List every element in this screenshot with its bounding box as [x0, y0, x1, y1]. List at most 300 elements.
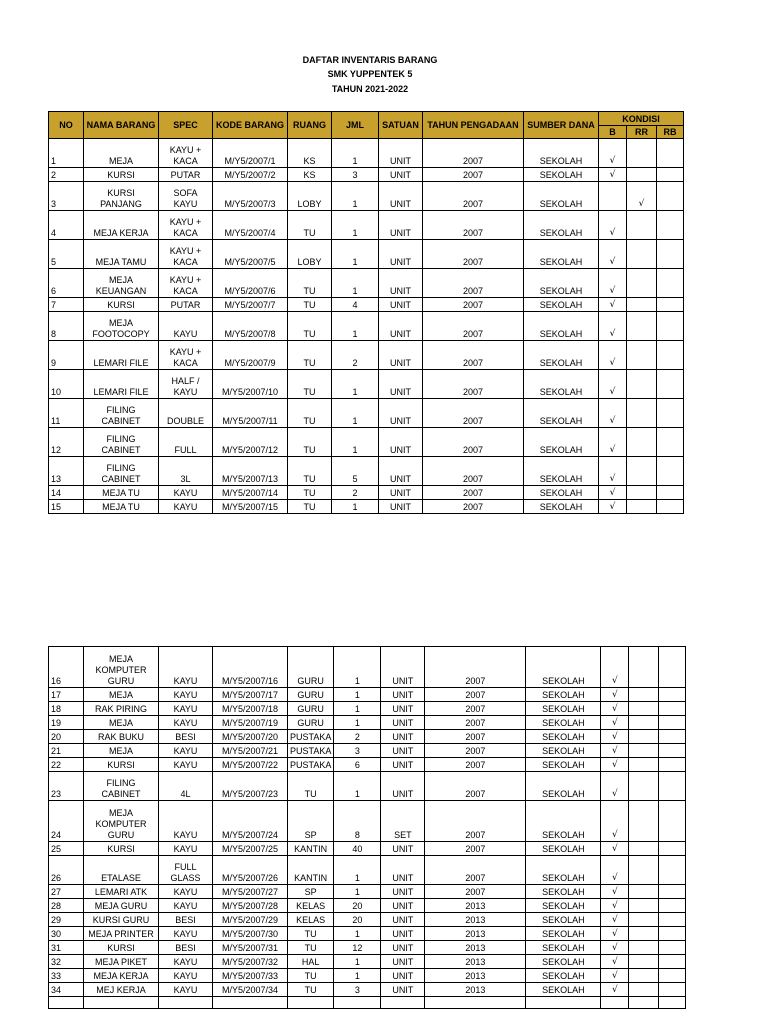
cell-sumber: SEKOLAH — [524, 298, 599, 312]
cell-satuan: UNIT — [381, 730, 425, 744]
cell-spec: BESI — [159, 941, 213, 955]
cell-b: √ — [601, 801, 629, 842]
cell-tahun: 2007 — [425, 758, 526, 772]
cell-jml: 1 — [332, 182, 379, 211]
cell-sumber: SEKOLAH — [524, 399, 599, 428]
cell-spec: PUTAR — [159, 168, 213, 182]
cell-ruang: TU — [288, 370, 332, 399]
cell-rb — [659, 730, 686, 744]
cell-tahun: 2007 — [423, 269, 524, 298]
cell-jml: 1 — [332, 312, 379, 341]
table-row — [49, 899, 686, 913]
cell-nama: MEJA PRINTER — [84, 927, 159, 941]
cell-b: √ — [601, 842, 629, 856]
cell-no: 34 — [49, 983, 84, 997]
cell-b: √ — [601, 688, 629, 702]
cell-rr — [629, 688, 659, 702]
cell-nama: LEMARI ATK — [84, 885, 159, 899]
cell-tahun: 2007 — [423, 370, 524, 399]
cell-sumber: SEKOLAH — [524, 139, 599, 168]
cell-no: 33 — [49, 969, 84, 983]
table-row — [49, 182, 684, 211]
cell-no: 8 — [49, 312, 84, 341]
cell-sumber: SEKOLAH — [526, 983, 601, 997]
cell-kode: M/Y5/2007/17 — [213, 688, 288, 702]
cell-spec: SOFA KAYU — [159, 182, 213, 211]
cell-b: √ — [601, 941, 629, 955]
cell-kode: M/Y5/2007/4 — [213, 211, 288, 240]
cell-satuan: UNIT — [381, 955, 425, 969]
table-row — [49, 428, 684, 457]
cell-satuan: UNIT — [381, 885, 425, 899]
cell-satuan: UNIT — [381, 941, 425, 955]
table-row — [49, 885, 686, 899]
cell-no: 10 — [49, 370, 84, 399]
header-tahun-pengadaan: TAHUN PENGADAAN — [423, 112, 524, 139]
table-row — [49, 772, 686, 801]
cell-rb — [657, 428, 684, 457]
cell-rb — [657, 500, 684, 514]
cell-rb — [659, 801, 686, 842]
cell-rr — [629, 955, 659, 969]
table-row — [49, 269, 684, 298]
cell-rr — [629, 969, 659, 983]
cell-ruang: TU — [288, 341, 332, 370]
cell-b: √ — [599, 139, 627, 168]
table-row — [49, 969, 686, 983]
cell-nama: MEJA GURU — [84, 899, 159, 913]
cell-spec: KAYU — [159, 983, 213, 997]
cell-jml: 3 — [334, 983, 381, 997]
cell-no: 6 — [49, 269, 84, 298]
cell-nama: RAK PIRING — [84, 702, 159, 716]
cell-tahun: 2007 — [425, 730, 526, 744]
cell-satuan: UNIT — [379, 312, 423, 341]
cell-jml: 2 — [332, 341, 379, 370]
cell-rr — [627, 269, 657, 298]
table-row — [49, 298, 684, 312]
cell-kode: M/Y5/2007/19 — [213, 716, 288, 730]
cell-jml: 1 — [334, 927, 381, 941]
cell-ruang: TU — [288, 457, 332, 486]
cell-ruang: TU — [288, 983, 334, 997]
cell-ruang: TU — [288, 941, 334, 955]
cell-rb — [659, 744, 686, 758]
table-row — [49, 955, 686, 969]
cell-tahun: 2007 — [425, 856, 526, 885]
cell-tahun: 2007 — [423, 457, 524, 486]
cell-b: √ — [599, 269, 627, 298]
cell-rr — [627, 240, 657, 269]
cell-tahun: 2013 — [425, 955, 526, 969]
cell-satuan: UNIT — [379, 168, 423, 182]
cell-empty — [334, 997, 381, 1009]
cell-no: 17 — [49, 688, 84, 702]
cell-sumber: SEKOLAH — [526, 688, 601, 702]
cell-kode: M/Y5/2007/12 — [213, 428, 288, 457]
cell-spec: KAYU — [159, 500, 213, 514]
cell-b: √ — [599, 486, 627, 500]
cell-kode: M/Y5/2007/3 — [213, 182, 288, 211]
cell-jml: 8 — [334, 801, 381, 842]
cell-satuan: UNIT — [381, 647, 425, 688]
cell-empty — [288, 997, 334, 1009]
cell-rb — [657, 211, 684, 240]
cell-jml: 1 — [334, 969, 381, 983]
cell-spec: KAYU — [159, 842, 213, 856]
cell-spec: BESI — [159, 730, 213, 744]
cell-rr — [629, 927, 659, 941]
header-nama-barang: NAMA BARANG — [84, 112, 159, 139]
table-row — [49, 744, 686, 758]
cell-spec: KAYU + KACA — [159, 240, 213, 269]
cell-rr — [627, 211, 657, 240]
cell-rb — [659, 702, 686, 716]
cell-no: 7 — [49, 298, 84, 312]
cell-kode: M/Y5/2007/18 — [213, 702, 288, 716]
table-row — [49, 647, 686, 688]
cell-tahun: 2007 — [425, 885, 526, 899]
cell-b: √ — [601, 758, 629, 772]
cell-b: √ — [601, 716, 629, 730]
cell-satuan: UNIT — [381, 702, 425, 716]
cell-rr — [629, 842, 659, 856]
cell-empty — [84, 997, 159, 1009]
cell-spec: KAYU — [159, 955, 213, 969]
cell-jml: 20 — [334, 913, 381, 927]
cell-ruang: KANTIN — [288, 842, 334, 856]
cell-rb — [657, 399, 684, 428]
cell-kode: M/Y5/2007/27 — [213, 885, 288, 899]
cell-no: 21 — [49, 744, 84, 758]
cell-no: 25 — [49, 842, 84, 856]
header-kondisi-rb: RB — [657, 126, 684, 139]
cell-nama: MEJ KERJA — [84, 983, 159, 997]
cell-spec: KAYU — [159, 744, 213, 758]
cell-rr — [627, 399, 657, 428]
cell-no: 24 — [49, 801, 84, 842]
cell-nama: FILING CABINET — [84, 457, 159, 486]
cell-kode: M/Y5/2007/20 — [213, 730, 288, 744]
cell-nama: KURSI GURU — [84, 913, 159, 927]
cell-ruang: TU — [288, 399, 332, 428]
cell-nama: MEJA KOMPUTER GURU — [84, 801, 159, 842]
cell-kode: M/Y5/2007/6 — [213, 269, 288, 298]
header-satuan: SATUAN — [379, 112, 423, 139]
cell-no: 26 — [49, 856, 84, 885]
cell-no: 3 — [49, 182, 84, 211]
cell-sumber: SEKOLAH — [524, 486, 599, 500]
cell-kode: M/Y5/2007/29 — [213, 913, 288, 927]
cell-no: 1 — [49, 139, 84, 168]
cell-tahun: 2007 — [425, 688, 526, 702]
cell-sumber: SEKOLAH — [524, 500, 599, 514]
cell-empty — [381, 997, 425, 1009]
cell-jml: 6 — [334, 758, 381, 772]
table-row — [49, 927, 686, 941]
cell-rr — [629, 983, 659, 997]
cell-kode: M/Y5/2007/8 — [213, 312, 288, 341]
cell-tahun: 2007 — [423, 240, 524, 269]
cell-tahun: 2007 — [425, 744, 526, 758]
cell-ruang: KELAS — [288, 913, 334, 927]
cell-spec: KAYU + KACA — [159, 341, 213, 370]
document-title-line-2: SMK YUPPENTEK 5 — [327, 69, 413, 79]
cell-rb — [657, 269, 684, 298]
cell-kode: M/Y5/2007/21 — [213, 744, 288, 758]
cell-nama: FILING CABINET — [84, 772, 159, 801]
cell-rb — [659, 716, 686, 730]
cell-ruang: TU — [288, 969, 334, 983]
cell-empty — [425, 997, 526, 1009]
cell-satuan: UNIT — [379, 370, 423, 399]
cell-sumber: SEKOLAH — [524, 370, 599, 399]
cell-nama: LEMARI FILE — [84, 341, 159, 370]
cell-sumber: SEKOLAH — [524, 457, 599, 486]
table-row — [49, 730, 686, 744]
cell-satuan: UNIT — [379, 298, 423, 312]
cell-rb — [659, 969, 686, 983]
cell-sumber: SEKOLAH — [526, 927, 601, 941]
cell-no: 2 — [49, 168, 84, 182]
cell-kode: M/Y5/2007/26 — [213, 856, 288, 885]
cell-nama: MEJA — [84, 716, 159, 730]
table-row — [49, 801, 686, 842]
cell-rb — [657, 168, 684, 182]
cell-tahun: 2007 — [425, 647, 526, 688]
table-row — [49, 240, 684, 269]
cell-kode: M/Y5/2007/23 — [213, 772, 288, 801]
cell-sumber: SEKOLAH — [526, 772, 601, 801]
cell-jml: 1 — [332, 399, 379, 428]
header-jml: JML — [332, 112, 379, 139]
cell-ruang: TU — [288, 486, 332, 500]
cell-sumber: SEKOLAH — [526, 856, 601, 885]
cell-rr: √ — [627, 182, 657, 211]
cell-spec: BESI — [159, 913, 213, 927]
cell-nama: RAK BUKU — [84, 730, 159, 744]
cell-sumber: SEKOLAH — [526, 801, 601, 842]
cell-kode: M/Y5/2007/24 — [213, 801, 288, 842]
cell-ruang: PUSTAKA — [288, 758, 334, 772]
cell-ruang: GURU — [288, 716, 334, 730]
cell-nama: KURSI PANJANG — [84, 182, 159, 211]
cell-rr — [629, 772, 659, 801]
cell-satuan: UNIT — [379, 269, 423, 298]
cell-sumber: SEKOLAH — [526, 716, 601, 730]
cell-kode: M/Y5/2007/7 — [213, 298, 288, 312]
cell-satuan: UNIT — [381, 969, 425, 983]
cell-jml: 1 — [334, 885, 381, 899]
cell-satuan: UNIT — [381, 758, 425, 772]
cell-rr — [627, 500, 657, 514]
cell-rb — [657, 182, 684, 211]
cell-ruang: KANTIN — [288, 856, 334, 885]
cell-rr — [629, 913, 659, 927]
cell-nama: FILING CABINET — [84, 428, 159, 457]
cell-nama: MEJA — [84, 139, 159, 168]
table-row-empty — [49, 997, 686, 1009]
cell-sumber: SEKOLAH — [524, 240, 599, 269]
cell-no: 20 — [49, 730, 84, 744]
cell-satuan: UNIT — [379, 240, 423, 269]
cell-ruang: TU — [288, 500, 332, 514]
cell-tahun: 2013 — [425, 913, 526, 927]
table-row — [49, 856, 686, 885]
cell-no: 27 — [49, 885, 84, 899]
cell-rb — [659, 885, 686, 899]
cell-satuan: UNIT — [379, 457, 423, 486]
cell-rr — [627, 341, 657, 370]
table-row — [49, 688, 686, 702]
cell-kode: M/Y5/2007/13 — [213, 457, 288, 486]
cell-spec: KAYU + KACA — [159, 269, 213, 298]
cell-no: 15 — [49, 500, 84, 514]
cell-rb — [659, 772, 686, 801]
cell-b: √ — [599, 298, 627, 312]
cell-jml: 1 — [332, 211, 379, 240]
cell-ruang: SP — [288, 885, 334, 899]
cell-kode: M/Y5/2007/16 — [213, 647, 288, 688]
cell-tahun: 2013 — [425, 983, 526, 997]
cell-jml: 40 — [334, 842, 381, 856]
cell-sumber: SEKOLAH — [526, 730, 601, 744]
cell-sumber: SEKOLAH — [526, 941, 601, 955]
cell-satuan: UNIT — [381, 688, 425, 702]
table-row — [49, 702, 686, 716]
cell-jml: 1 — [334, 688, 381, 702]
cell-tahun: 2007 — [423, 211, 524, 240]
cell-b: √ — [601, 927, 629, 941]
cell-tahun: 2007 — [423, 341, 524, 370]
cell-jml: 3 — [334, 744, 381, 758]
header-kode-barang: KODE BARANG — [213, 112, 288, 139]
cell-nama: KURSI — [84, 298, 159, 312]
cell-jml: 2 — [334, 730, 381, 744]
cell-spec: KAYU — [159, 927, 213, 941]
cell-satuan: UNIT — [379, 399, 423, 428]
cell-nama: KURSI — [84, 842, 159, 856]
cell-spec: KAYU — [159, 885, 213, 899]
cell-satuan: UNIT — [381, 744, 425, 758]
cell-nama: MEJA TU — [84, 500, 159, 514]
cell-satuan: UNIT — [381, 913, 425, 927]
cell-tahun: 2013 — [425, 899, 526, 913]
cell-jml: 20 — [334, 899, 381, 913]
cell-kode: M/Y5/2007/22 — [213, 758, 288, 772]
cell-no: 11 — [49, 399, 84, 428]
cell-tahun: 2007 — [423, 500, 524, 514]
cell-ruang: TU — [288, 927, 334, 941]
cell-jml: 1 — [334, 702, 381, 716]
table-row — [49, 983, 686, 997]
cell-sumber: SEKOLAH — [524, 211, 599, 240]
cell-no: 16 — [49, 647, 84, 688]
cell-b — [599, 182, 627, 211]
header-kondisi-rr: RR — [627, 126, 657, 139]
cell-rr — [627, 428, 657, 457]
cell-satuan: UNIT — [379, 341, 423, 370]
cell-jml: 1 — [332, 240, 379, 269]
table-row — [49, 913, 686, 927]
cell-spec: 4L — [159, 772, 213, 801]
cell-satuan: UNIT — [381, 772, 425, 801]
cell-spec: KAYU — [159, 716, 213, 730]
cell-kode: M/Y5/2007/15 — [213, 500, 288, 514]
cell-b: √ — [599, 500, 627, 514]
table-row — [49, 500, 684, 514]
cell-empty — [49, 997, 84, 1009]
cell-satuan: UNIT — [381, 983, 425, 997]
cell-rb — [659, 913, 686, 927]
cell-kode: M/Y5/2007/9 — [213, 341, 288, 370]
cell-sumber: SEKOLAH — [524, 428, 599, 457]
cell-no: 22 — [49, 758, 84, 772]
cell-nama: KURSI — [84, 758, 159, 772]
cell-nama: MEJA — [84, 688, 159, 702]
cell-sumber: SEKOLAH — [526, 647, 601, 688]
cell-spec: KAYU — [159, 486, 213, 500]
table-row — [49, 457, 684, 486]
table-row — [49, 341, 684, 370]
cell-ruang: TU — [288, 298, 332, 312]
cell-empty — [601, 997, 629, 1009]
cell-rb — [659, 856, 686, 885]
cell-tahun: 2007 — [423, 298, 524, 312]
cell-rr — [627, 457, 657, 486]
cell-jml: 1 — [334, 716, 381, 730]
cell-spec: 3L — [159, 457, 213, 486]
cell-ruang: TU — [288, 772, 334, 801]
cell-rr — [627, 312, 657, 341]
cell-jml: 12 — [334, 941, 381, 955]
cell-tahun: 2007 — [425, 772, 526, 801]
cell-ruang: GURU — [288, 647, 334, 688]
cell-kode: M/Y5/2007/2 — [213, 168, 288, 182]
cell-sumber: SEKOLAH — [526, 913, 601, 927]
cell-jml: 1 — [332, 500, 379, 514]
cell-no: 14 — [49, 486, 84, 500]
cell-b: √ — [601, 969, 629, 983]
table-row — [49, 941, 686, 955]
cell-kode: M/Y5/2007/33 — [213, 969, 288, 983]
cell-kode: M/Y5/2007/31 — [213, 941, 288, 955]
cell-rr — [627, 298, 657, 312]
cell-b: √ — [601, 983, 629, 997]
cell-ruang: TU — [288, 269, 332, 298]
cell-rb — [659, 941, 686, 955]
cell-rr — [629, 758, 659, 772]
table-row — [49, 370, 684, 399]
cell-nama: LEMARI FILE — [84, 370, 159, 399]
cell-tahun: 2007 — [423, 168, 524, 182]
cell-sumber: SEKOLAH — [526, 758, 601, 772]
cell-kode: M/Y5/2007/10 — [213, 370, 288, 399]
cell-sumber: SEKOLAH — [524, 182, 599, 211]
cell-kode: M/Y5/2007/11 — [213, 399, 288, 428]
cell-nama: FILING CABINET — [84, 399, 159, 428]
cell-empty — [213, 997, 288, 1009]
cell-sumber: SEKOLAH — [526, 885, 601, 899]
table-row — [49, 486, 684, 500]
cell-tahun: 2013 — [425, 927, 526, 941]
inventory-table-2 — [48, 646, 686, 1009]
cell-rb — [657, 298, 684, 312]
cell-tahun: 2007 — [423, 182, 524, 211]
cell-nama: MEJA TU — [84, 486, 159, 500]
cell-satuan: UNIT — [379, 486, 423, 500]
header-spec: SPEC — [159, 112, 213, 139]
